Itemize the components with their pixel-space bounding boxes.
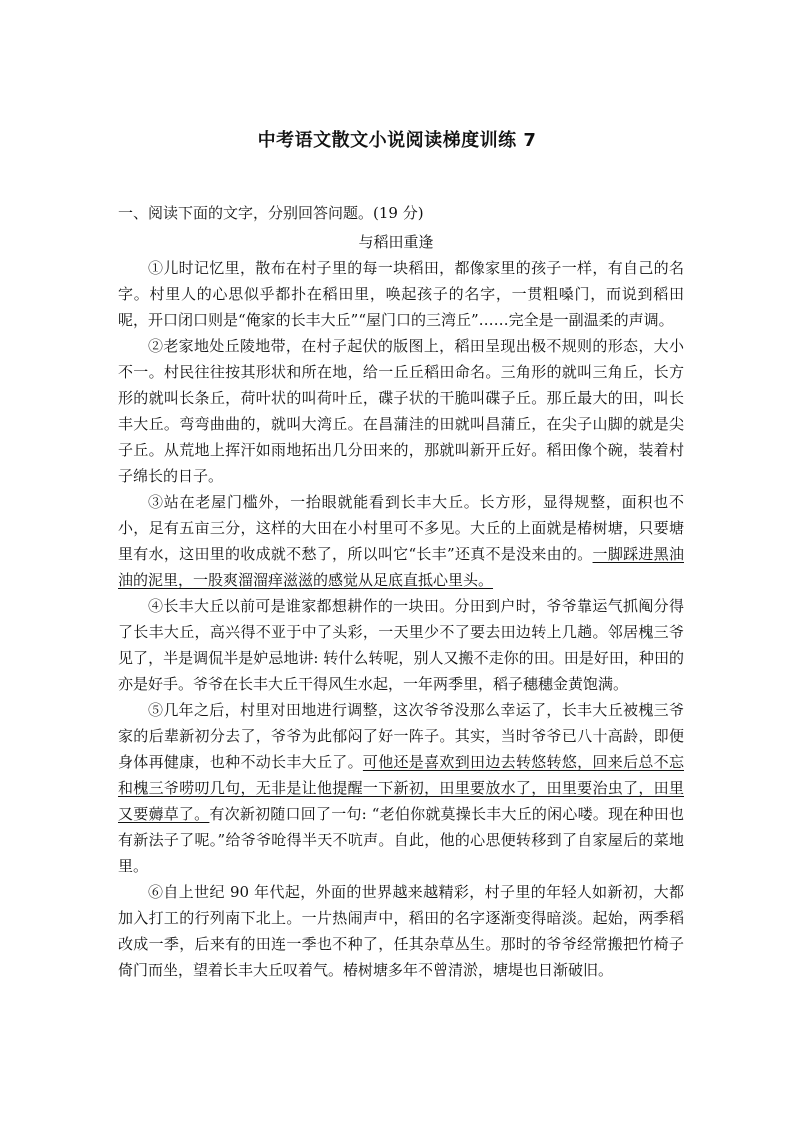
paragraph-1 [118,255,684,333]
paragraph-text: ②老家地处丘陵地带，在村子起伏的版图上，稻田呈现出极不规则的形态，大小不一。村民往往按其形状和所在地，给一丘丘稻田命名。三角形的就叫三角丘，长方形的就叫长条丘，荷叶状的叫荷叶丘，碟子状的干脆叫碟子丘。那丘最大的田，叫长丰大丘。弯弯曲曲的，就叫大湾丘。在昌蒲洼的田就叫昌蒲丘，在尖子山脚的就是尖子丘。从荒地上挥汗如雨地拓出几分田来的，那就叫新开丘好。稻田像个碗，装着村子绵长的日子。 [118,337,684,485]
section-heading: 一、阅读下面的文字，分别回答问题。(19 分) [118,204,424,222]
paragraph-text: ⑥自上世纪 90 年代起，外面的世界越来越精彩，村子里的年轻人如新初，大都加入打工的行列南下北上。一片热闹声中，稻田的名字逐渐变得暗淡。起始，两季稻改成一季，后来有的田连一季也不种了，任其杂草丛生。那时的爷爷经常搬把竹椅子倚门而坐，望着长丰大丘叹着气。椿树塘多年不曾清淤，塘堤也日渐破旧。 [118,883,684,979]
paragraph-4 [118,593,684,697]
paragraph-2 [118,333,684,489]
document-body [118,196,684,983]
paragraph-text: ④长丰大丘以前可是谁家都想耕作的一块田。分田到户时，爷爷靠运气抓阄分得了长丰大丘，高兴得不亚于中了头彩，一天里少不了要去田边转上几趟。邻居槐三爷见了，半是调侃半是妒忌地讲: 转什么转呢，别人又搬不走你的田。田是好田，种田的亦是好手。爷爷在长丰大丘干得风生水起，一年两季里，稻子穗穗金黄饱满。 [118,597,684,693]
essay-title: 与稻田重逢 [358,233,434,251]
paragraph-3 [118,489,684,593]
underlined-sentence: 一脚踩进黑油油的泥里，一股爽溜溜痒滋滋的感觉从足底直抵心里头。 [118,545,684,589]
document-title: 中考语文散文小说阅读梯度训练 7 [257,130,537,151]
paragraph-6 [118,879,684,983]
paragraph-5 [118,697,684,879]
paragraph-text: ⑤几年之后，村里对田地进行调整，这次爷爷没那么幸运了，长丰大丘被槐三爷家的后辈新初分去了，爷爷为此郁闷了好一阵子。其实，当时爷爷已八十高龄，即便身体再健康，也种不动长丰大丘了。 [118,701,684,771]
paragraph-text: 有次新初随口回了一句: “老伯你就莫操长丰大丘的闲心喽。现在种田也有新法子了呢。”给爷爷呛得半天不吭声。自此，他的心思便转移到了自家屋后的菜地里。 [118,805,684,875]
paragraph-text: ①儿时记忆里，散布在村子里的每一块稻田，都像家里的孩子一样，有自己的名字。村里人的心思似乎都扑在稻田里，唤起孩子的名字，一贯粗嗓门，而说到稻田呢，开口闭口则是“俺家的长丰大丘”“屋门口的三湾丘”……完全是一副温柔的声调。 [118,259,684,329]
underlined-sentence: 可他还是喜欢到田边去转悠转悠，回来后总不忘和槐三爷唠叨几句，无非是让他提醒一下新初，田里要放水了，田里要治虫了，田里又要薅草了。 [118,753,684,823]
paragraph-text: ③站在老屋门槛外，一抬眼就能看到长丰大丘。长方形，显得规整，面积也不小，足有五亩三分，这样的大田在小村里可不多见。大丘的上面就是椿树塘，只要塘里有水，这田里的收成就不愁了，所以叫它“长丰”还真不是没来由的。 [118,493,684,563]
